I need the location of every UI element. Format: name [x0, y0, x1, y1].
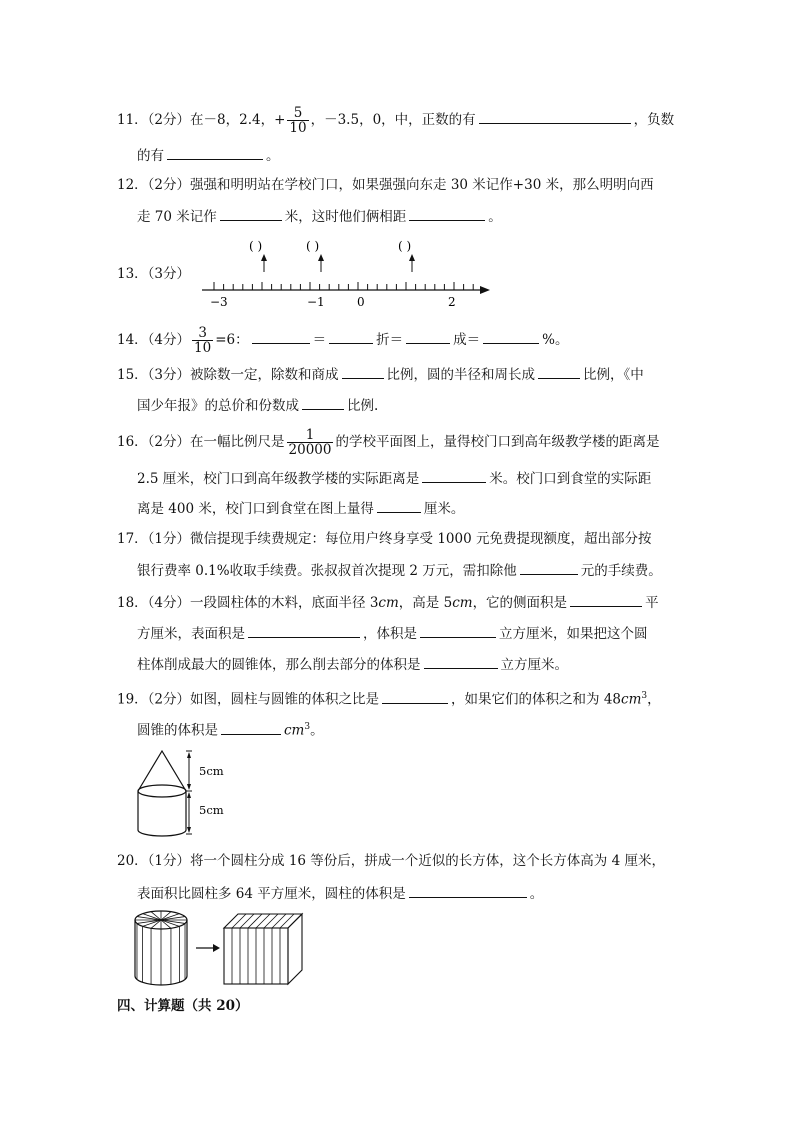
q14-blank-4[interactable] [483, 329, 539, 344]
q18-line1 [117, 592, 659, 613]
q20-line1 [117, 851, 665, 871]
q14-frac-den: 10 [194, 340, 212, 356]
q15-blank-1[interactable] [342, 364, 384, 379]
tick-label-0: 0 [357, 295, 365, 308]
section-heading: 四、计算题（共 20） [117, 998, 249, 1014]
q14-eq3: 折＝ [376, 332, 404, 348]
q16-blank-1[interactable] [422, 468, 486, 483]
number-line-arrowhead [480, 286, 490, 294]
q14-fraction [192, 326, 213, 355]
q17-line1 [117, 529, 651, 549]
q12-line2-mid: 米，这时他们俩相距 [284, 209, 407, 225]
cuboid-slab-top-line [232, 914, 246, 928]
q14-blank-2[interactable] [329, 329, 373, 344]
cuboid-side-face [288, 914, 302, 984]
q16-post: 的学校平面图上，量得校门口到高年级教学楼的距离是 [335, 434, 660, 450]
cuboid-slab-top-line [240, 914, 254, 928]
q15-p1: 被除数一定，除数和商成 [190, 367, 339, 383]
cuboid-shape [224, 914, 302, 984]
cylinder-top-ellipse [138, 785, 186, 797]
q12-line2-post: 。 [488, 209, 502, 225]
q13-paren-2[interactable]: ( ) [306, 239, 320, 253]
q16-number: 16．（2分） [117, 434, 191, 450]
q11-text-after: ，负数 [633, 112, 675, 128]
q20-line2-post: 。 [529, 886, 544, 902]
q12-line2 [137, 206, 502, 227]
q16-line2 [137, 468, 651, 489]
q11-frac-num: 5 [287, 106, 308, 121]
transform-arrow-head [213, 944, 220, 952]
cuboid-slab-top-line [248, 914, 262, 928]
q17-blank[interactable] [520, 560, 578, 575]
cuboid-slab-top-line [272, 914, 286, 928]
q11-blank-negative[interactable] [167, 145, 263, 160]
q11-blank-positive[interactable] [479, 109, 631, 124]
q15-line1 [117, 364, 644, 385]
cylinder-slices [135, 911, 187, 985]
dim-label-cone-height: 5cm [199, 764, 224, 778]
q14-eq1: =6： [215, 332, 249, 348]
q20-line2 [137, 883, 543, 904]
q12-blank-distance[interactable] [409, 206, 485, 221]
q20-number: 20．（1分） [117, 853, 191, 869]
q13-number: 13．（3分） [117, 266, 191, 282]
q15-p3: 比例，《中 [583, 367, 644, 383]
q14-eq4: 成＝ [453, 332, 481, 348]
dim-top-arrow-up [187, 752, 191, 758]
q16-line3 [137, 498, 464, 519]
q18-blank-lateral[interactable] [570, 592, 642, 607]
q11-line1 [117, 106, 674, 135]
q19-number: 19．（2分） [117, 691, 191, 708]
q17-line2 [137, 560, 662, 581]
q14-number: 14．（4分） [117, 332, 191, 348]
q16-fraction [287, 428, 334, 457]
q14-eq5: %。 [542, 332, 569, 348]
q16-line2-pre: 2.5 厘米，校门口到高年级教学楼的实际距离是 [137, 471, 420, 487]
q18-line2 [137, 623, 648, 644]
q15-p2: 比例，圆的半径和周长成 [386, 367, 536, 383]
cylinder-bottom-arc [138, 830, 186, 836]
q12-text: 强强和明明站在学校门口，如果强强向东走 30 米记作+30 米，那么明明向西 [190, 177, 654, 193]
dim-label-cylinder-height: 5cm [199, 803, 224, 817]
q16-line2-post: 米。校门口到食堂的实际距 [489, 471, 652, 487]
q19-line1 [117, 686, 661, 710]
q16-pre: 在一幅比例尺是 [190, 434, 285, 450]
q12-line1 [117, 175, 654, 195]
arrow-3-head [409, 254, 415, 261]
cylinder-to-cuboid-figure [132, 906, 312, 988]
q18-p3: ，它的侧面积是 [472, 595, 568, 611]
q11-line2-pre: 的有 [137, 148, 164, 164]
arrow-1-head [261, 254, 267, 261]
q11-line2 [137, 145, 280, 166]
q18-p2: ，高是 5 [398, 595, 453, 611]
q18-blank-surface[interactable] [248, 623, 360, 638]
q14-frac-num: 3 [192, 326, 213, 341]
q13-line [117, 264, 190, 284]
q13-paren-3[interactable]: ( ) [398, 239, 412, 253]
q16-blank-2[interactable] [377, 498, 421, 513]
q18-number: 18．（4分） [117, 595, 191, 611]
q20-text: 将一个圆柱分成 16 等份后，拼成一个近似的长方体，这个长方体高为 4 厘米， [190, 853, 665, 869]
q11-fraction [287, 106, 308, 135]
q18-unit-2: cm [452, 595, 473, 611]
q11-text-pre: 在－8，2.4，+ [190, 112, 286, 128]
q18-line2-pre: 方厘米，表面积是 [137, 626, 245, 642]
cuboid-slab-top-line [280, 914, 294, 928]
q16-line3-pre: 离是 400 米，校门口到食堂在图上量得 [137, 501, 374, 517]
q18-blank-volume[interactable] [420, 623, 496, 638]
q17-line2-post: 元的手续费。 [580, 563, 662, 579]
q14-blank-3[interactable] [406, 329, 450, 344]
q17-line2-pre: 银行费率 0.1%收取手续费。张叔叔首次提现 2 万元，需扣除他 [137, 563, 517, 579]
q18-line2-post: 立方厘米，如果把这个圆 [499, 626, 648, 642]
q11-line2-post: 。 [266, 148, 280, 164]
q19-p3: ， [647, 691, 661, 708]
q16-frac-den: 20000 [288, 442, 332, 458]
cuboid-slab-top-line [256, 914, 270, 928]
q19-blank-cone[interactable] [221, 720, 281, 735]
number-line-ticks [214, 282, 473, 290]
q15-line2 [137, 395, 378, 416]
dim-bottom-arrow-down [187, 827, 191, 833]
q16-line3-post: 厘米。 [423, 501, 465, 517]
q17-number: 17．（1分） [117, 531, 191, 547]
q19-line2-post: 。 [310, 722, 324, 739]
q11-number: 11．（2分） [117, 112, 191, 128]
q15-number: 15．（3分） [117, 367, 191, 383]
cuboid-slab-top-line [264, 914, 278, 928]
q19-unit-1: cm [621, 691, 642, 708]
q15-line2-pre: 国少年报》的总价和份数成 [137, 398, 299, 414]
q15-blank-2[interactable] [538, 364, 580, 379]
q18-line2-mid: ，体积是 [363, 626, 417, 642]
q20-blank-volume[interactable] [409, 883, 527, 898]
tick-label-neg3: −3 [210, 295, 228, 308]
number-line-figure [198, 236, 493, 308]
arrow-2-head [318, 254, 324, 261]
q11-text-post: ，－3.5，0，中，正数的有 [310, 112, 476, 128]
q16-frac-num: 1 [287, 428, 334, 443]
q19-p2: ，如果它们的体积之和为 48 [451, 691, 622, 708]
q19-sup-1: 3 [641, 691, 648, 701]
q16-line1 [117, 428, 659, 457]
q18-unit-1: cm [378, 595, 399, 611]
q17-text: 微信提现手续费规定：每位用户终身享受 1000 元免费提现额度，超出部分按 [190, 531, 652, 547]
q11-frac-den: 10 [289, 120, 307, 136]
q18-line3 [137, 654, 568, 675]
q18-line3-pre: 柱体削成最大的圆锥体，那么削去部分的体积是 [137, 657, 421, 673]
q14-blank-1[interactable] [252, 329, 310, 344]
tick-label-neg1: −1 [307, 295, 325, 308]
q12-number: 12．（2分） [117, 177, 191, 193]
tick-label-2: 2 [448, 295, 456, 308]
q18-p4: 平 [645, 595, 659, 611]
q13-paren-1[interactable]: ( ) [249, 239, 263, 253]
q14-line [117, 326, 568, 355]
dim-top-arrow-down [187, 784, 191, 790]
q19-line2-pre: 圆锥的体积是 [137, 722, 218, 739]
dim-bottom-arrow-up [187, 792, 191, 798]
q18-p1: 一段圆柱体的木料，底面半径 3 [190, 595, 379, 611]
q18-blank-removed[interactable] [424, 654, 498, 669]
q18-line3-post: 立方厘米。 [500, 657, 568, 673]
cone-cylinder-figure [132, 748, 232, 840]
q14-eq2: ＝ [312, 332, 327, 348]
q19-p1: 如图，圆柱与圆锥的体积之比是 [190, 691, 380, 708]
q15-line2-post: 比例. [347, 398, 379, 414]
q12-blank-west[interactable] [220, 206, 282, 221]
q15-blank-3[interactable] [302, 395, 344, 410]
q19-line2 [137, 717, 324, 741]
q19-blank-ratio[interactable] [382, 689, 448, 704]
q19-unit-2: cm [284, 722, 305, 739]
q12-line2-pre: 走 70 米记作 [137, 209, 217, 225]
q19-sup-2: 3 [304, 722, 311, 732]
q20-line2-pre: 表面积比圆柱多 64 平方厘米，圆柱的体积是 [137, 886, 406, 902]
